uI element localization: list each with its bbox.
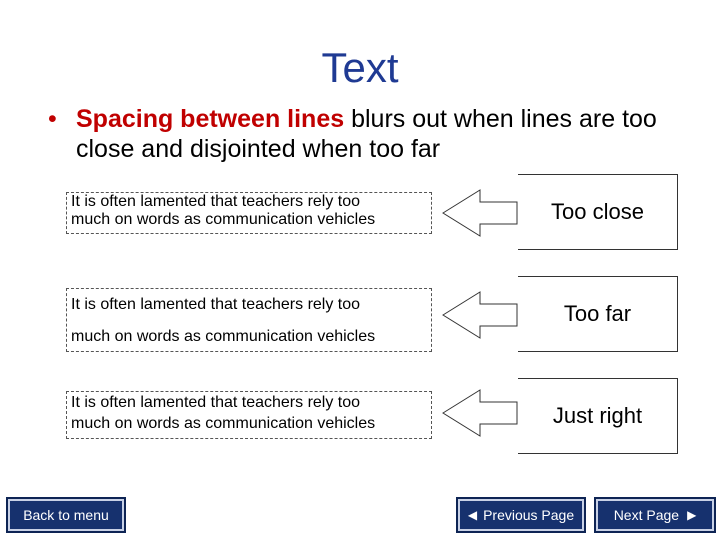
label-too-far xyxy=(518,276,678,352)
next-page-button[interactable] xyxy=(594,497,716,533)
sample-line-2: much on words as communication vehicles xyxy=(71,415,376,432)
slide-title: Text xyxy=(321,44,399,91)
sample-line-2: much on words as communication vehicles xyxy=(71,211,376,228)
back-to-menu-button[interactable] xyxy=(6,497,126,533)
left-arrow-icon xyxy=(442,290,518,340)
previous-page-button[interactable] xyxy=(456,497,586,533)
bullet-text xyxy=(76,104,716,164)
sample-line-1: It is often lamented that teachers rely too xyxy=(71,296,361,313)
bullet-highlight: Spacing between lines xyxy=(76,105,345,133)
bullet-rest: blurs out when lines are too close and disjointed when too far xyxy=(76,105,657,163)
label-text: Too far xyxy=(563,301,632,326)
label-just-right xyxy=(518,378,678,454)
triangle-right-icon: ▶ xyxy=(687,508,697,522)
triangle-left-icon: ◀ xyxy=(467,508,478,522)
previous-page-label: Previous Page xyxy=(483,507,575,523)
sample-text-too-far xyxy=(66,288,432,352)
sample-line-1: It is often lamented that teachers rely too xyxy=(71,193,361,210)
left-arrow-icon xyxy=(442,188,518,238)
label-text: Just right xyxy=(552,403,643,428)
left-arrow-icon xyxy=(442,388,518,438)
back-to-menu-label: Back to menu xyxy=(23,507,109,523)
sample-text-just-right xyxy=(66,391,432,439)
bullet-dot-icon: • xyxy=(48,105,57,133)
next-page-label: Next Page xyxy=(613,507,680,523)
sample-line-2: much on words as communication vehicles xyxy=(71,328,376,345)
sample-line-1: It is often lamented that teachers rely too xyxy=(71,394,361,411)
label-too-close xyxy=(518,174,678,250)
label-text: Too close xyxy=(551,199,644,224)
sample-text-too-close xyxy=(66,192,432,234)
